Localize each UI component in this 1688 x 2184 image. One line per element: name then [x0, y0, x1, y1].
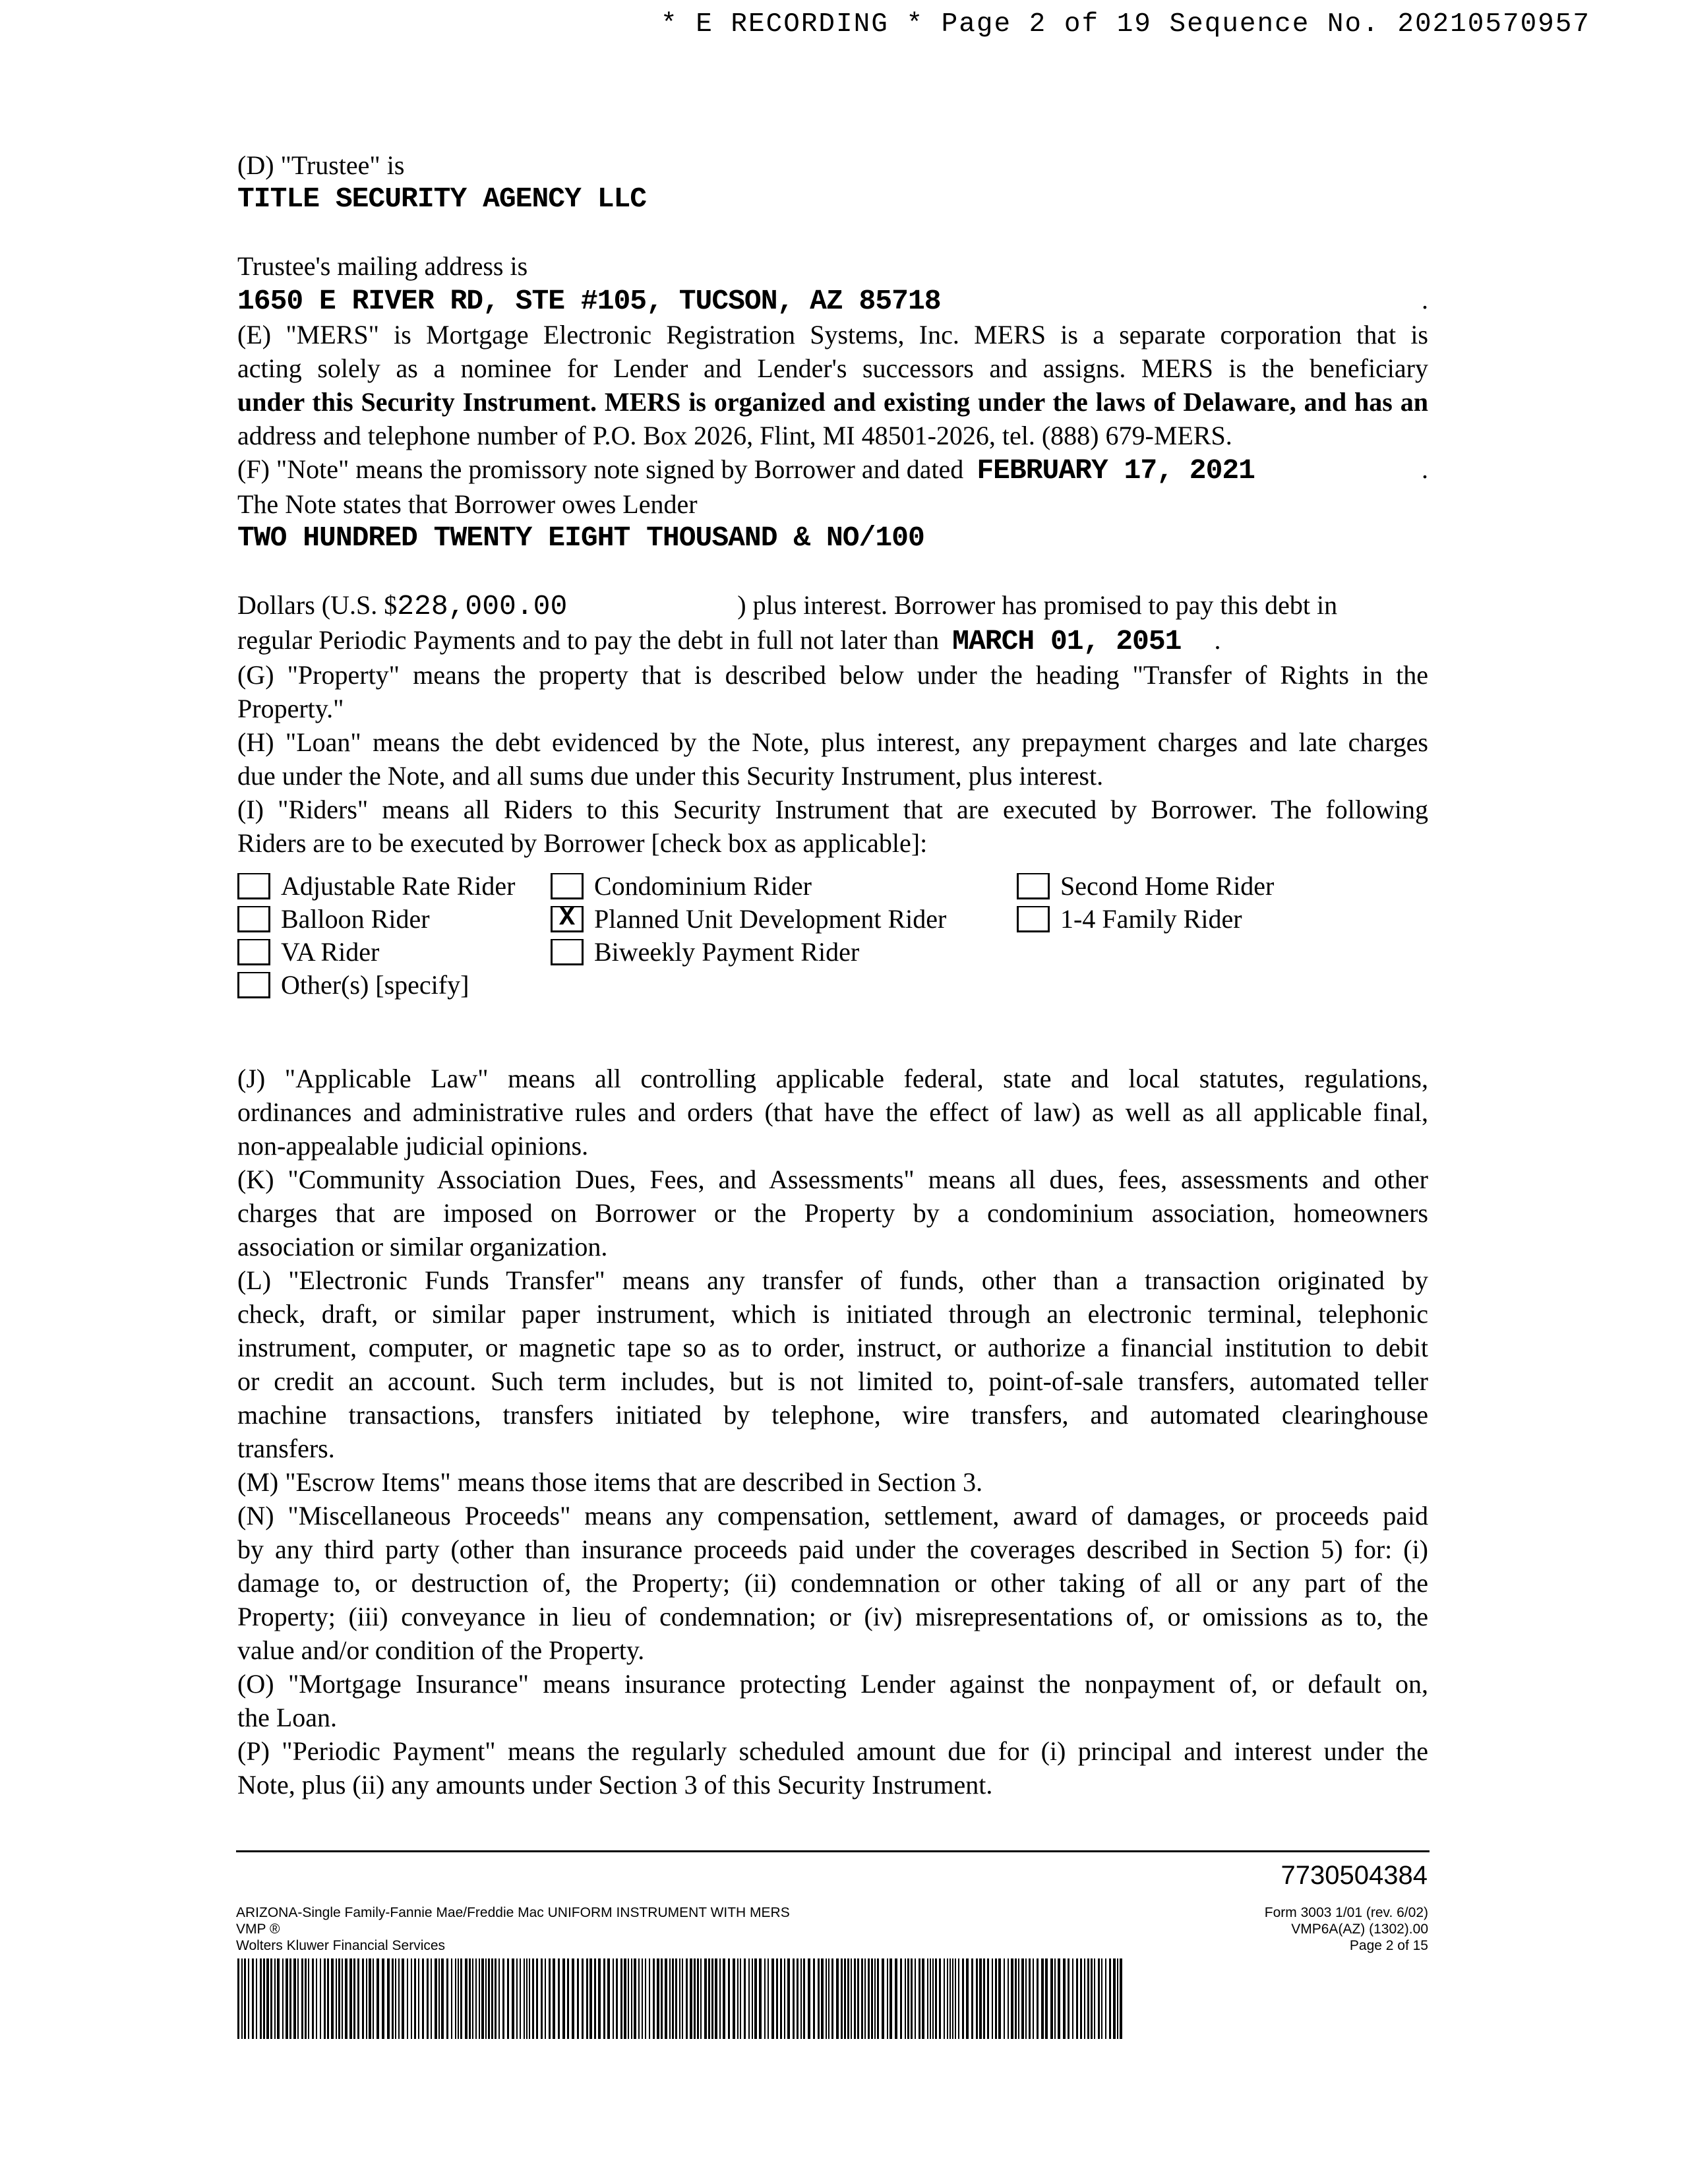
barcode-bar — [418, 1958, 419, 2039]
barcode-bar — [672, 1958, 674, 2039]
barcode-bar — [331, 1958, 334, 2039]
barcode-bar — [520, 1958, 521, 2039]
barcode-bar — [907, 1958, 909, 2039]
barcode-bar — [780, 1958, 782, 2039]
barcode-bar — [708, 1958, 710, 2039]
maturity-date: MARCH 01, 2051 — [952, 625, 1182, 657]
checkbox — [1017, 906, 1050, 932]
barcode-bar — [446, 1958, 448, 2039]
barcode-bar — [793, 1958, 795, 2039]
barcode-bar — [1021, 1958, 1024, 2039]
escrow-paragraph: (M) "Escrow Items" means those items that are described in Section 3. — [237, 1467, 983, 1497]
barcode-bar — [932, 1958, 934, 2039]
barcode-bar — [297, 1958, 299, 2039]
barcode-bar — [922, 1958, 924, 2039]
barcode-bar — [841, 1958, 843, 2039]
barcode-bar — [541, 1958, 543, 2039]
barcode-bar — [613, 1958, 614, 2039]
barcode-bar — [895, 1958, 897, 2039]
barcode-bar — [286, 1958, 288, 2039]
barcode-bar — [1011, 1958, 1013, 2039]
barcode-bar — [516, 1958, 518, 2039]
barcode-bar — [495, 1958, 497, 2039]
barcode-bar — [1080, 1958, 1082, 2039]
barcode-bar — [1101, 1958, 1102, 2039]
barcode-bar — [237, 1958, 239, 2039]
barcode-bar — [369, 1958, 371, 2039]
barcode-bar — [458, 1958, 459, 2039]
barcode-bar — [1018, 1958, 1019, 2039]
barcode-bar — [836, 1958, 839, 2039]
checkbox — [551, 873, 584, 899]
barcode-bar — [754, 1958, 757, 2039]
note-amount-words: TWO HUNDRED TWENTY EIGHT THOUSAND & NO/100 — [237, 522, 924, 554]
checkbox — [237, 906, 270, 932]
barcode-bar — [1025, 1958, 1027, 2039]
barcode-bar — [320, 1958, 321, 2039]
barcode-bar — [277, 1958, 280, 2039]
barcode-bar — [301, 1958, 303, 2039]
note-paragraph: (F) "Note" means the promissory note signed by Borrower and dated FEBRUARY 17, 2021 . The Note states that Borrower owes Lender TWO HUNDRED TWENTY EIGHT THOUSAND & NO/100 Dollars (U.S. $228,000.00 ) plus interest. Borrower has promised to pay this debt in regular Periodic Payments and to pay the debt in full not later than MARCH 01, 2051 . — [237, 454, 1428, 657]
barcode-bar — [366, 1958, 367, 2039]
barcode-bar — [831, 1958, 833, 2039]
barcode-bar — [645, 1958, 646, 2039]
applicable-law-paragraph: (J) "Applicable Law" means all controlling applicable federal, state and local statutes, regulations, ordinances and administrative rules and orders (that have the effect of law) as well as all applicable final, non-appealable judicial opinions. — [237, 1064, 1428, 1161]
barcode-bar — [1008, 1958, 1009, 2039]
trustee-name: TITLE SECURITY AGENCY LLC — [237, 183, 647, 215]
barcode-bar — [491, 1958, 493, 2039]
barcode-bar — [562, 1958, 565, 2039]
barcode-bar — [479, 1958, 480, 2039]
barcode-bar — [631, 1958, 632, 2039]
rider-balloon: Balloon Rider — [237, 902, 430, 936]
barcode-bar — [382, 1958, 384, 2039]
barcode-bar — [919, 1958, 920, 2039]
barcode-bar — [638, 1958, 640, 2039]
barcode-bar — [316, 1958, 317, 2039]
barcode-bar — [577, 1958, 579, 2039]
barcode-bar — [1063, 1958, 1066, 2039]
barcode-bar — [387, 1958, 390, 2039]
barcode-bar — [868, 1958, 870, 2039]
barcode-bar — [1120, 1958, 1122, 2039]
barcode-bar — [1117, 1958, 1118, 2039]
rider-biweekly-payment: Biweekly Payment Rider — [551, 935, 859, 969]
barcode-bar — [939, 1958, 941, 2039]
barcode-bar — [851, 1958, 852, 2039]
mortgage-insurance-paragraph: (O) "Mortgage Insurance" means insurance protecting Lender against the nonpayment of, or default on, the Loan. — [237, 1669, 1428, 1732]
barcode-bar — [971, 1958, 973, 2039]
barcode-bar — [694, 1958, 696, 2039]
barcode-bar — [616, 1958, 618, 2039]
barcode-bar — [983, 1958, 985, 2039]
barcode-bar — [844, 1958, 846, 2039]
barcode-bar — [441, 1958, 444, 2039]
barcode-bar — [603, 1958, 605, 2039]
barcode-bar — [976, 1958, 978, 2039]
barcode-bar — [828, 1958, 829, 2039]
mers-paragraph: (E) "MERS" is Mortgage Electronic Registration Systems, Inc. MERS is a separate corporation that is acting solely as a nominee for Lender and Lender's successors and assigns. MERS is the beneficiary under this Security Instrument. MERS is organized and existing under the laws of Delaware, and has an address and telephone number of P.O. Box 2026, Flint, MI 48501-2026, tel. (888) 679-MERS. — [237, 320, 1428, 450]
barcode-bar — [594, 1958, 596, 2039]
barcode-bar — [1054, 1958, 1056, 2039]
form-footer-left: ARIZONA-Single Family-Fannie Mae/Freddie Mac UNIFORM INSTRUMENT WITH MERS VMP ® Wolters Kluwer Financial Services — [236, 1905, 790, 1953]
periodic-payment-paragraph: (P) "Periodic Payment" means the regularly scheduled amount due for (i) principal and interest under the Note, plus (ii) any amounts under Section 3 of this Security Instrument. — [237, 1736, 1428, 1800]
barcode-bar — [992, 1958, 993, 2039]
barcode-bar — [395, 1958, 396, 2039]
barcode-bar — [256, 1958, 257, 2039]
barcode-bar — [1105, 1958, 1106, 2039]
barcode-bar — [414, 1958, 416, 2039]
barcode-bar — [263, 1958, 265, 2039]
barcode-bar — [431, 1958, 432, 2039]
barcode-bar — [700, 1958, 702, 2039]
barcode-bar — [979, 1958, 982, 2039]
barcode-bar — [526, 1958, 528, 2039]
barcode-bar — [1094, 1958, 1095, 2039]
form-footer-right: Form 3003 1/01 (rev. 6/02) VMP6A(AZ) (1302).00 Page 2 of 15 — [1264, 1905, 1428, 1953]
barcode-bar — [768, 1958, 769, 2039]
barcode-bar — [682, 1958, 683, 2039]
barcode-bar — [469, 1958, 471, 2039]
barcode-bar — [1091, 1958, 1093, 2039]
barcode-bar — [657, 1958, 659, 2039]
barcode-bar — [669, 1958, 671, 2039]
checkbox-checked: X — [551, 906, 584, 932]
barcode-bar — [882, 1958, 884, 2039]
barcode-bar — [1098, 1958, 1100, 2039]
barcode-bar — [624, 1958, 626, 2039]
barcode-bar — [900, 1958, 902, 2039]
community-paragraph: (K) "Community Association Dues, Fees, and Assessments" means all dues, fees, assessments and other charges that are imposed on Borrower or the Property by a condominium association, homeowners association or similar organization. — [237, 1165, 1428, 1261]
barcode-bar — [958, 1958, 959, 2039]
barcode-bar — [536, 1958, 538, 2039]
barcode-bar — [697, 1958, 699, 2039]
barcode-bar — [248, 1958, 249, 2039]
barcode-bar — [1087, 1958, 1089, 2039]
barcode-bar — [854, 1958, 856, 2039]
barcode-bar — [642, 1958, 643, 2039]
barcode-bar — [586, 1958, 588, 2039]
barcode-bar — [728, 1958, 730, 2039]
barcode-bar — [784, 1958, 785, 2039]
barcode-bar — [407, 1958, 408, 2039]
note-date: FEBRUARY 17, 2021 — [977, 454, 1255, 487]
barcode-bar — [744, 1958, 746, 2039]
barcode-bar — [345, 1958, 347, 2039]
barcode-bar — [507, 1958, 509, 2039]
barcode-bar — [244, 1958, 246, 2039]
footer-rule — [236, 1850, 1430, 1852]
barcode-bar — [274, 1958, 276, 2039]
barcode-bar — [422, 1958, 424, 2039]
barcode-bar — [889, 1958, 892, 2039]
barcode-bar — [740, 1958, 741, 2039]
barcode-bar — [649, 1958, 650, 2039]
barcode-bar — [266, 1958, 269, 2039]
barcode-bar — [752, 1958, 753, 2039]
barcode-bar — [871, 1958, 873, 2039]
barcode-bar — [324, 1958, 326, 2039]
barcode-bar — [911, 1958, 913, 2039]
barcode-bar — [915, 1958, 916, 2039]
barcode-bar — [1084, 1958, 1085, 2039]
rider-va: VA Rider — [237, 935, 379, 969]
barcode-bar — [950, 1958, 951, 2039]
loan-number: 7730504384 — [1281, 1861, 1428, 1890]
barcode-bar — [1058, 1958, 1060, 2039]
barcode-bar — [1037, 1958, 1039, 2039]
trustee-address: 1650 E RIVER RD, STE #105, TUCSON, AZ 85718 — [237, 285, 941, 317]
checkbox — [237, 873, 270, 899]
barcode-bar — [947, 1958, 948, 2039]
barcode-bar — [935, 1958, 937, 2039]
barcode-bar — [1041, 1958, 1044, 2039]
barcode-bar — [665, 1958, 667, 2039]
barcode-bar — [558, 1958, 560, 2039]
rider-planned-unit-development: X Planned Unit Development Rider — [551, 902, 946, 936]
barcode-bar — [628, 1958, 629, 2039]
barcode-bar — [952, 1958, 953, 2039]
barcode-bar — [803, 1958, 805, 2039]
barcode-bar — [308, 1958, 309, 2039]
barcode-bar — [524, 1958, 525, 2039]
trustee-label: (D) "Trustee" is — [237, 150, 405, 180]
barcode-bar — [475, 1958, 477, 2039]
barcode-bar — [634, 1958, 636, 2039]
barcode-bar — [1045, 1958, 1048, 2039]
barcode-bar — [764, 1958, 766, 2039]
barcode-bar — [529, 1958, 530, 2039]
trustee-address-label: Trustee's mailing address is — [237, 251, 528, 281]
barcode-bar — [349, 1958, 352, 2039]
barcode-bar — [1004, 1958, 1005, 2039]
barcode-bar — [455, 1958, 456, 2039]
barcode-bar — [289, 1958, 291, 2039]
barcode-bar — [553, 1958, 555, 2039]
barcode-bar — [402, 1958, 404, 2039]
barcode-bar — [998, 1958, 1001, 2039]
barcode-bar — [690, 1958, 692, 2039]
checkbox — [1017, 873, 1050, 899]
barcode-bar — [338, 1958, 340, 2039]
barcode-bar — [748, 1958, 750, 2039]
barcode-bar — [711, 1958, 713, 2039]
barcode-bar — [1109, 1958, 1111, 2039]
barcode-bar — [460, 1958, 462, 2039]
barcode-bar — [282, 1958, 284, 2039]
rider-second-home: Second Home Rider — [1017, 869, 1274, 903]
barcode-bar — [481, 1958, 484, 2039]
barcode-bar — [686, 1958, 688, 2039]
barcode-bar — [598, 1958, 601, 2039]
barcode-bar — [373, 1958, 374, 2039]
barcode-bar — [545, 1958, 546, 2039]
barcode-bar — [567, 1958, 569, 2039]
barcode-bar — [607, 1958, 610, 2039]
barcode-bar — [715, 1958, 717, 2039]
barcode-bar — [252, 1958, 254, 2039]
barcode-bar — [887, 1958, 888, 2039]
barcode-bar — [260, 1958, 262, 2039]
barcode-bar — [1033, 1958, 1034, 2039]
barcode-bar — [1068, 1958, 1070, 2039]
barcode-bar — [1076, 1958, 1078, 2039]
rider-1-4-family: 1-4 Family Rider — [1017, 902, 1242, 936]
barcode-bar — [995, 1958, 997, 2039]
barcode-bar — [737, 1958, 738, 2039]
barcode-bar — [438, 1958, 440, 2039]
barcode-bar — [512, 1958, 514, 2039]
barcode-bar — [488, 1958, 490, 2039]
barcode-bar — [927, 1958, 928, 2039]
barcode-bar — [502, 1958, 504, 2039]
barcode-bar — [704, 1958, 707, 2039]
barcode-bar — [857, 1958, 859, 2039]
barcode-bar — [572, 1958, 574, 2039]
barcode-bar — [377, 1958, 379, 2039]
barcode-bar — [818, 1958, 820, 2039]
barcode-bar — [392, 1958, 394, 2039]
barcode-bar — [797, 1958, 799, 2039]
barcode-bar — [312, 1958, 314, 2039]
barcode-bar — [661, 1958, 663, 2039]
barcode-bar — [532, 1958, 534, 2039]
checkbox — [237, 939, 270, 965]
rider-checklist — [237, 869, 1428, 1001]
barcode-bar — [877, 1958, 879, 2039]
barcode-bar — [549, 1958, 551, 2039]
note-amount: 228,000.00 — [397, 590, 568, 622]
rider-adjustable-rate: Adjustable Rate Rider — [237, 869, 515, 903]
barcode-bar — [336, 1958, 337, 2039]
barcode-bar — [864, 1958, 866, 2039]
barcode-bar — [759, 1958, 762, 2039]
barcode-bar — [1029, 1958, 1031, 2039]
barcode-bar — [305, 1958, 307, 2039]
barcode-bar — [847, 1958, 849, 2039]
barcode-bar — [955, 1958, 956, 2039]
barcode-bar — [719, 1958, 721, 2039]
barcode-bar — [733, 1958, 735, 2039]
barcode-bar — [270, 1958, 272, 2039]
barcode-bar — [800, 1958, 802, 2039]
barcode-bar — [353, 1958, 355, 2039]
barcode-bar — [962, 1958, 964, 2039]
barcode-bar — [944, 1958, 945, 2039]
loan-paragraph: (H) "Loan" means the debt evidenced by the Note, plus interest, any prepayment charges and late charges due under the Note, and all sums due under this Security Instrument, plus interest. — [237, 727, 1428, 791]
barcode-bar — [620, 1958, 622, 2039]
barcode-bar — [589, 1958, 592, 2039]
barcode-bar — [821, 1958, 824, 2039]
barcode-bar — [813, 1958, 815, 2039]
barcode-bar — [771, 1958, 774, 2039]
barcode-bar — [362, 1958, 364, 2039]
checkbox — [237, 972, 270, 998]
barcode-bar — [582, 1958, 584, 2039]
barcode-bar — [1113, 1958, 1116, 2039]
barcode-bar — [679, 1958, 680, 2039]
barcode — [237, 1958, 1128, 2039]
barcode-bar — [398, 1958, 400, 2039]
barcode-bar — [874, 1958, 876, 2039]
barcode-bar — [1015, 1958, 1017, 2039]
barcode-bar — [465, 1958, 467, 2039]
barcode-bar — [1072, 1958, 1073, 2039]
barcode-bar — [987, 1958, 989, 2039]
rider-condominium: Condominium Rider — [551, 869, 812, 903]
riders-paragraph: (I) "Riders" means all Riders to this Security Instrument that are executed by Borrower. The following Riders are to be executed by Borrower [check box as applicable]: — [237, 795, 1428, 858]
barcode-bar — [653, 1958, 655, 2039]
barcode-bar — [966, 1958, 969, 2039]
barcode-bar — [808, 1958, 810, 2039]
barcode-bar — [427, 1958, 429, 2039]
eft-paragraph: (L) "Electronic Funds Transfer" means any transfer of funds, other than a transaction originated by check, draft, or similar paper instrument, which is initiated through an electronic terminal, telephonic instrument, computer, or magnetic tape so as to order, instruct, or authorize a financial institution to debit or credit an account. Such term includes, but is not limited to, point-of-sale transfers, automated teller machine transactions, transfers initiated by telephone, wire transfers, and automated clearinghouse transfers. — [237, 1265, 1428, 1463]
barcode-bar — [451, 1958, 452, 2039]
barcode-bar — [826, 1958, 827, 2039]
document-body: (D) "Trustee" is TITLE SECURITY AGENCY LLC Trustee's mailing address is 1650 E RIVER RD, STE #105, TUCSON, AZ 85718 . (E) "MERS" is Mortgage Electronic Registration Systems, Inc. MERS is a separate corporation that is acting solely as a nominee for Lender and Lender's successors and assigns. MERS is the beneficiary under this Security Instrument. MERS is organized and existing under the laws of Delaware, and has an address and telephone number of P.O. Box 2026, Flint, MI 48501-2026, tel. (888) 679-MERS. (F) "Note" means the promissory note signed by Borrower and dated FEBRUARY 17, 2021 . The Note states that Borrower owes Lender TWO HUNDRED TWENTY EIGHT THOUSAND & NO/100 Dollars (U.S. $228,000.00 ) plus interest. Borrower has promised to pay this debt in regular Periodic Payments and to pay the debt in full not later than MARCH 01, 2051 . (G) "Property" means the property that is described below under the heading "Transfer of Rights in the Property." (H) "Loan" means the debt evidenced by the Note, plus interest, any prepayment charges and late charges due under the Note, and all sums due under this Security Instrument, plus interest. (I) "Riders" means all Riders to this Security Instrument that are executed by Borrower. The following Riders are to be executed by Borrower [check box as applicable]: Adjustable Rate Rider Condominium Rider Second Home Rider Balloon Rider X Planned Unit Development Rider 1-4 Family Rider VA Rider Biweekly Payment Rider Other(s) [specify] (J) "Applicable Law" means all controlling applicable federal, state and local statutes, regulations, ordinances and administrative rules and orders (that have the effect of law) as well as all applicable final, non-appealable judicial opinions. (K) "Community Association Dues, Fees, and Assessments" means all dues, fees, assessments and other charges that are imposed on Borrower or the Property by a condominium association, homeowners association or similar organization. (L) "Electronic Funds Transfer" means any transfer of funds, other than a transaction originated by check, draft, or similar paper instrument, which is initiated through an electronic terminal, telephonic instrument, computer, or magnetic tape so as to order, instruct, or authorize a financial institution to debit or credit an account. Such term includes, but is not limited to, point-of-sale transfers, automated teller machine transactions, transfers initiated by telephone, wire transfers, and automated clearinghouse transfers. (M) "Escrow Items" means those items that are described in Section 3. (N) "Miscellaneous Proceeds" means any compensation, settlement, award of damages, or proceeds paid by any third party (other than insurance proceeds paid under the coverages described in Section 5) for: (i) damage to, or destruction of, the Property; (ii) condemnation or other taking of all or any part of the Property; (iii) conveyance in lieu of condemnation; or (iv) misrepresentations of, or omissions as to, the value and/or condition of the Property. (O) "Mortgage Insurance" means insurance protecting Lender against the nonpayment of, or default on, the Loan. (P) "Periodic Payment" means the regularly scheduled amount due for (i) principal and interest under the Note, plus (ii) any amounts under Section 3 of this Security Instrument. — [237, 148, 1428, 1802]
barcode-bar — [435, 1958, 437, 2039]
barcode-bar — [498, 1958, 500, 2039]
barcode-bar — [930, 1958, 931, 2039]
barcode-bar — [411, 1958, 412, 2039]
barcode-bar — [787, 1958, 790, 2039]
barcode-bar — [342, 1958, 343, 2039]
checkbox — [551, 939, 584, 965]
barcode-bar — [293, 1958, 296, 2039]
barcode-bar — [1050, 1958, 1053, 2039]
barcode-bar — [905, 1958, 906, 2039]
property-paragraph: (G) "Property" means the property that is described below under the heading "Transfer of Rights in the Property." — [237, 660, 1428, 723]
barcode-bar — [675, 1958, 677, 2039]
recording-header: * E RECORDING * Page 2 of 19 Sequence No. 20210570957 — [660, 9, 1590, 40]
barcode-bar — [723, 1958, 725, 2039]
rider-other: Other(s) [specify] — [237, 968, 469, 1002]
barcode-bar — [861, 1958, 863, 2039]
barcode-bar — [357, 1958, 359, 2039]
barcode-bar — [241, 1958, 243, 2039]
barcode-bar — [327, 1958, 329, 2039]
misc-proceeds-paragraph: (N) "Miscellaneous Proceeds" means any compensation, settlement, award of damages, or proceeds paid by any third party (other than insurance proceeds paid under the coverages described in Section 5) for: (i) damage to, or destruction of, the Property; (ii) condemnation or other taking of all or any part of the Property; (iii) conveyance in lieu of condemnation; or (iv) misrepresentations of, or omissions as to, the value and/or condition of the Property. — [237, 1501, 1428, 1665]
barcode-bar — [776, 1958, 778, 2039]
barcode-bar — [472, 1958, 473, 2039]
barcode-bar — [485, 1958, 487, 2039]
